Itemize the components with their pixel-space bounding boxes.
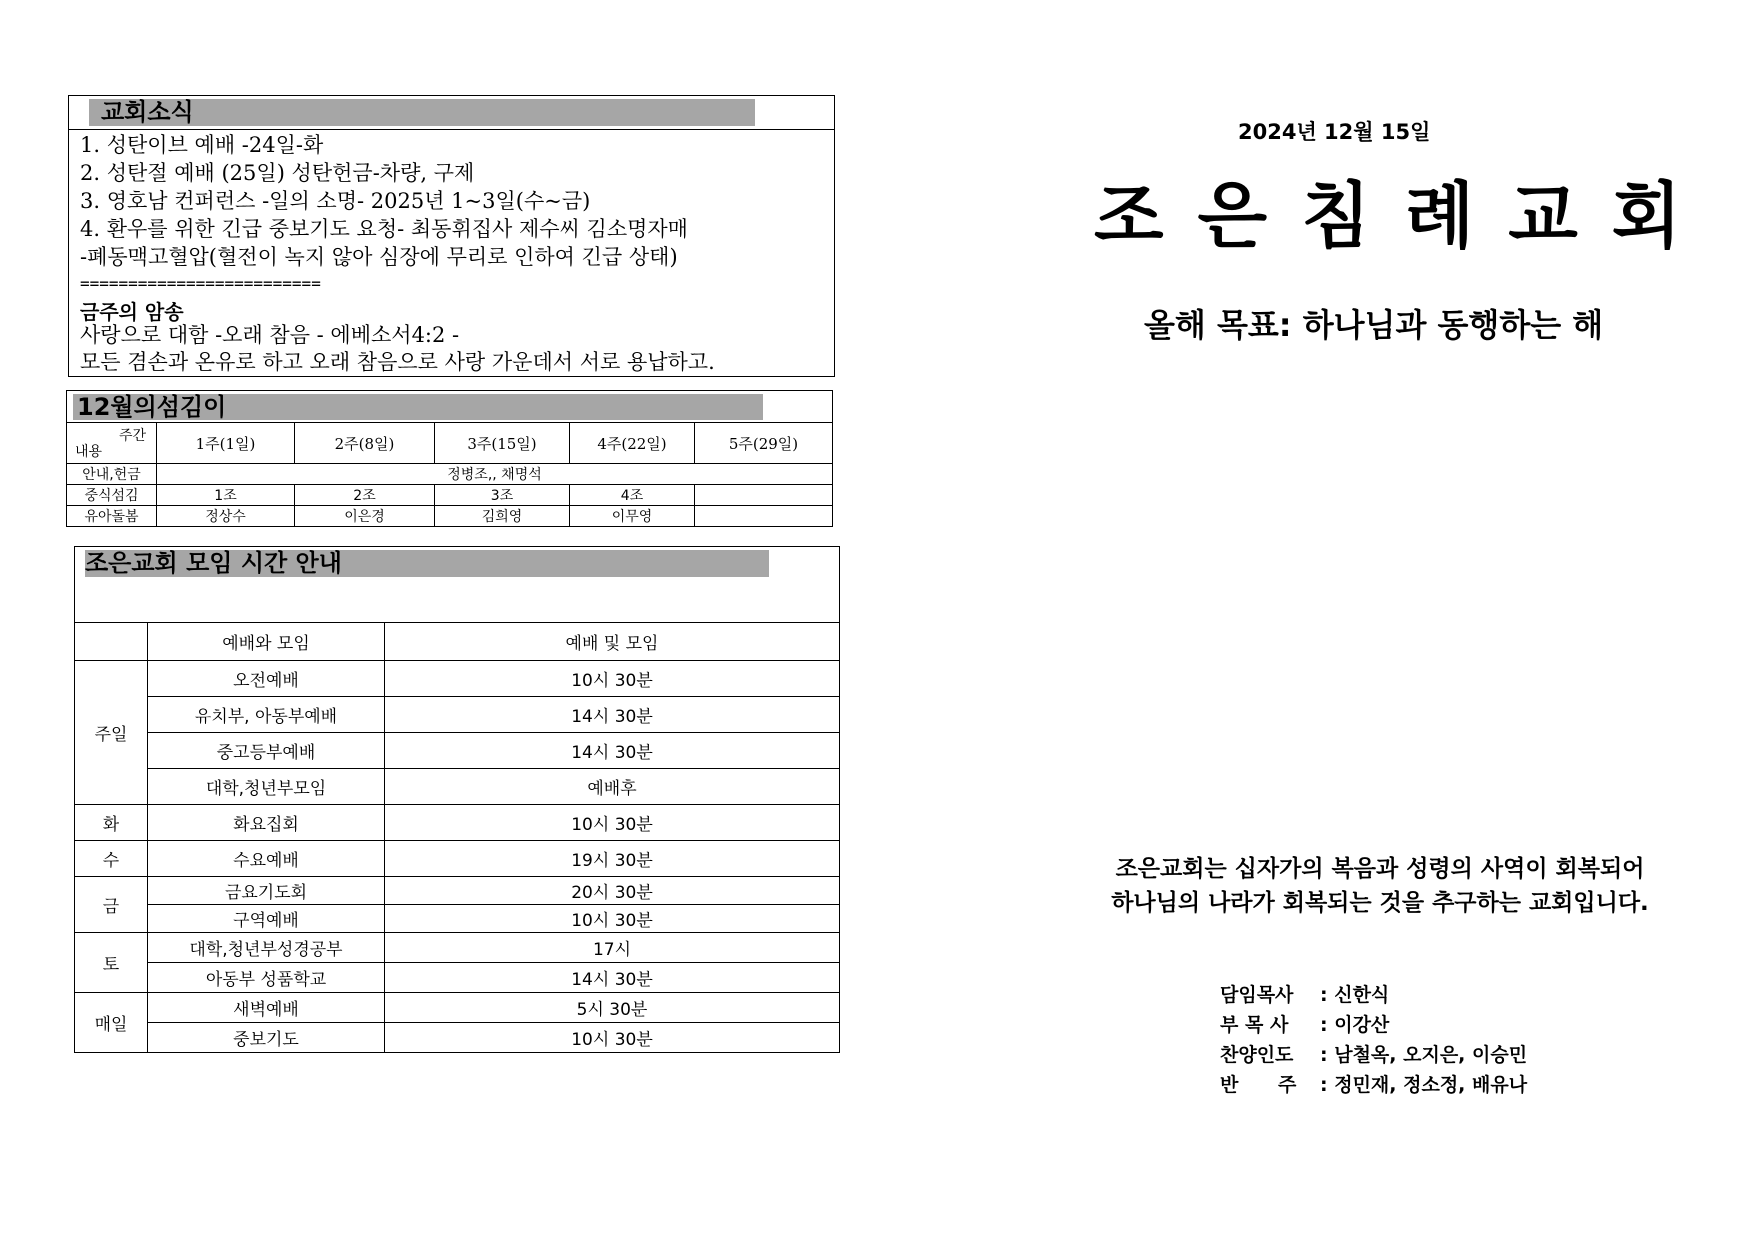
verse-text: 모든 겸손과 온유로 하고 오래 참음으로 사랑 가운데서 서로 용납하고. bbox=[80, 350, 715, 374]
week-header: 4주(22일) bbox=[570, 423, 695, 464]
staff-value: : 정민재, 정소정, 배유나 bbox=[1320, 1074, 1528, 1096]
staff-value: : 남철옥, 오지은, 이승민 bbox=[1320, 1044, 1528, 1066]
meeting-name: 수요예배 bbox=[148, 841, 385, 877]
bulletin-date: 2024년 12월 15일 bbox=[1238, 120, 1431, 144]
table-cell: 3조 bbox=[435, 485, 570, 506]
merged-cell: 정병조,, 채명석 bbox=[157, 464, 833, 485]
church-news-title: 교회소식 bbox=[89, 99, 755, 126]
table-cell: 이무영 bbox=[570, 506, 695, 527]
meeting-name: 대학,청년부성경공부 bbox=[148, 933, 385, 963]
meeting-time: 20시 30분 bbox=[385, 877, 840, 905]
church-name: 조은침례교회 bbox=[1094, 174, 1716, 258]
meeting-name: 유치부, 아동부예배 bbox=[148, 697, 385, 733]
meeting-time: 14시 30분 bbox=[385, 733, 840, 769]
row-label: 유아돌봄 bbox=[67, 506, 157, 527]
meeting-name: 구역예배 bbox=[148, 905, 385, 933]
table-cell: 2조 bbox=[295, 485, 435, 506]
vision-line: 조은교회는 십자가의 복음과 성령의 사역이 회복되어 bbox=[1115, 856, 1645, 882]
staff-row bbox=[1220, 1040, 1527, 1067]
meeting-schedule bbox=[74, 546, 840, 1053]
day-cell: 매일 bbox=[75, 993, 148, 1053]
staff-value: : 이강산 bbox=[1320, 1014, 1390, 1036]
meeting-time: 17시 bbox=[385, 933, 840, 963]
meeting-time: 10시 30분 bbox=[385, 905, 840, 933]
corner-content-label: 내용 bbox=[75, 444, 103, 460]
staff-row bbox=[1220, 1010, 1389, 1037]
staff-row bbox=[1220, 1070, 1527, 1097]
week-header: 1주(1일) bbox=[157, 423, 295, 464]
news-item: 4. 환우를 위한 긴급 중보기도 요청- 최동휘집사 제수씨 김소명자매 bbox=[80, 217, 688, 241]
week-header: 3주(15일) bbox=[435, 423, 570, 464]
table-cell bbox=[695, 485, 833, 506]
corner-week-label: 주간 bbox=[118, 428, 146, 444]
staff-label: 부 목 사 bbox=[1220, 1014, 1289, 1036]
staff-label: 반 주 bbox=[1220, 1074, 1297, 1096]
meeting-name: 중고등부예배 bbox=[148, 733, 385, 769]
verse-heading: 금주의 암송 bbox=[80, 300, 184, 324]
duty-title: 12월의섬김이 bbox=[73, 394, 763, 420]
meeting-name: 오전예배 bbox=[148, 661, 385, 697]
row-label: 안내,헌금 bbox=[67, 464, 157, 485]
column-header: 예배 및 모임 bbox=[385, 623, 840, 661]
annual-goal: 올해 목표: 하나님과 동행하는 해 bbox=[1144, 306, 1604, 344]
meeting-time: 예배후 bbox=[385, 769, 840, 805]
divider bbox=[69, 129, 834, 130]
schedule-title: 조은교회 모임 시간 안내 bbox=[85, 550, 769, 577]
day-cell: 화 bbox=[75, 805, 148, 841]
meeting-name: 중보기도 bbox=[148, 1023, 385, 1053]
meeting-name: 대학,청년부모임 bbox=[148, 769, 385, 805]
table-cell: 4조 bbox=[570, 485, 695, 506]
news-item: 3. 영호남 컨퍼런스 -일의 소명- 2025년 1~3일(수~금) bbox=[80, 189, 591, 213]
meeting-time: 5시 30분 bbox=[385, 993, 840, 1023]
meeting-name: 아동부 성품학교 bbox=[148, 963, 385, 993]
schedule-title-area bbox=[74, 546, 840, 622]
meeting-name: 금요기도회 bbox=[148, 877, 385, 905]
meeting-time: 10시 30분 bbox=[385, 1023, 840, 1053]
row-label: 중식섬김 bbox=[67, 485, 157, 506]
news-item: -폐동맥고혈압(혈전이 녹지 않아 심장에 무리로 인하여 긴급 상태) bbox=[80, 245, 678, 269]
meeting-time: 10시 30분 bbox=[385, 805, 840, 841]
day-cell: 주일 bbox=[75, 661, 148, 805]
corner-header bbox=[67, 423, 157, 464]
meeting-time: 10시 30분 bbox=[385, 661, 840, 697]
week-header: 5주(29일) bbox=[695, 423, 833, 464]
church-vision bbox=[1080, 852, 1680, 920]
table-cell: 김희영 bbox=[435, 506, 570, 527]
day-cell: 금 bbox=[75, 877, 148, 933]
staff-label: 담임목사 bbox=[1220, 984, 1294, 1006]
table-cell: 이은경 bbox=[295, 506, 435, 527]
vision-line: 하나님의 나라가 회복되는 것을 추구하는 교회입니다. bbox=[1111, 890, 1649, 916]
meeting-time: 14시 30분 bbox=[385, 697, 840, 733]
table-cell bbox=[695, 506, 833, 527]
empty-header bbox=[75, 623, 148, 661]
meeting-name: 새벽예배 bbox=[148, 993, 385, 1023]
meeting-name: 화요집회 bbox=[148, 805, 385, 841]
duty-roster bbox=[66, 390, 837, 527]
news-item: 2. 성탄절 예배 (25일) 성탄헌금-차량, 구제 bbox=[80, 161, 475, 185]
staff-row bbox=[1220, 980, 1389, 1007]
staff-value: : 신한식 bbox=[1320, 984, 1390, 1006]
meeting-time: 14시 30분 bbox=[385, 963, 840, 993]
column-header: 예배와 모임 bbox=[148, 623, 385, 661]
meeting-time: 19시 30분 bbox=[385, 841, 840, 877]
table-cell: 1조 bbox=[157, 485, 295, 506]
verse-reference: 사랑으로 대함 -오래 참음 - 에베소서4:2 - bbox=[80, 323, 460, 347]
staff-label: 찬양인도 bbox=[1220, 1044, 1294, 1066]
separator: ========================= bbox=[80, 274, 321, 293]
church-news-box bbox=[68, 95, 835, 377]
news-item: 1. 성탄이브 예배 -24일-화 bbox=[80, 133, 324, 157]
day-cell: 토 bbox=[75, 933, 148, 993]
week-header: 2주(8일) bbox=[295, 423, 435, 464]
day-cell: 수 bbox=[75, 841, 148, 877]
table-cell: 정상수 bbox=[157, 506, 295, 527]
